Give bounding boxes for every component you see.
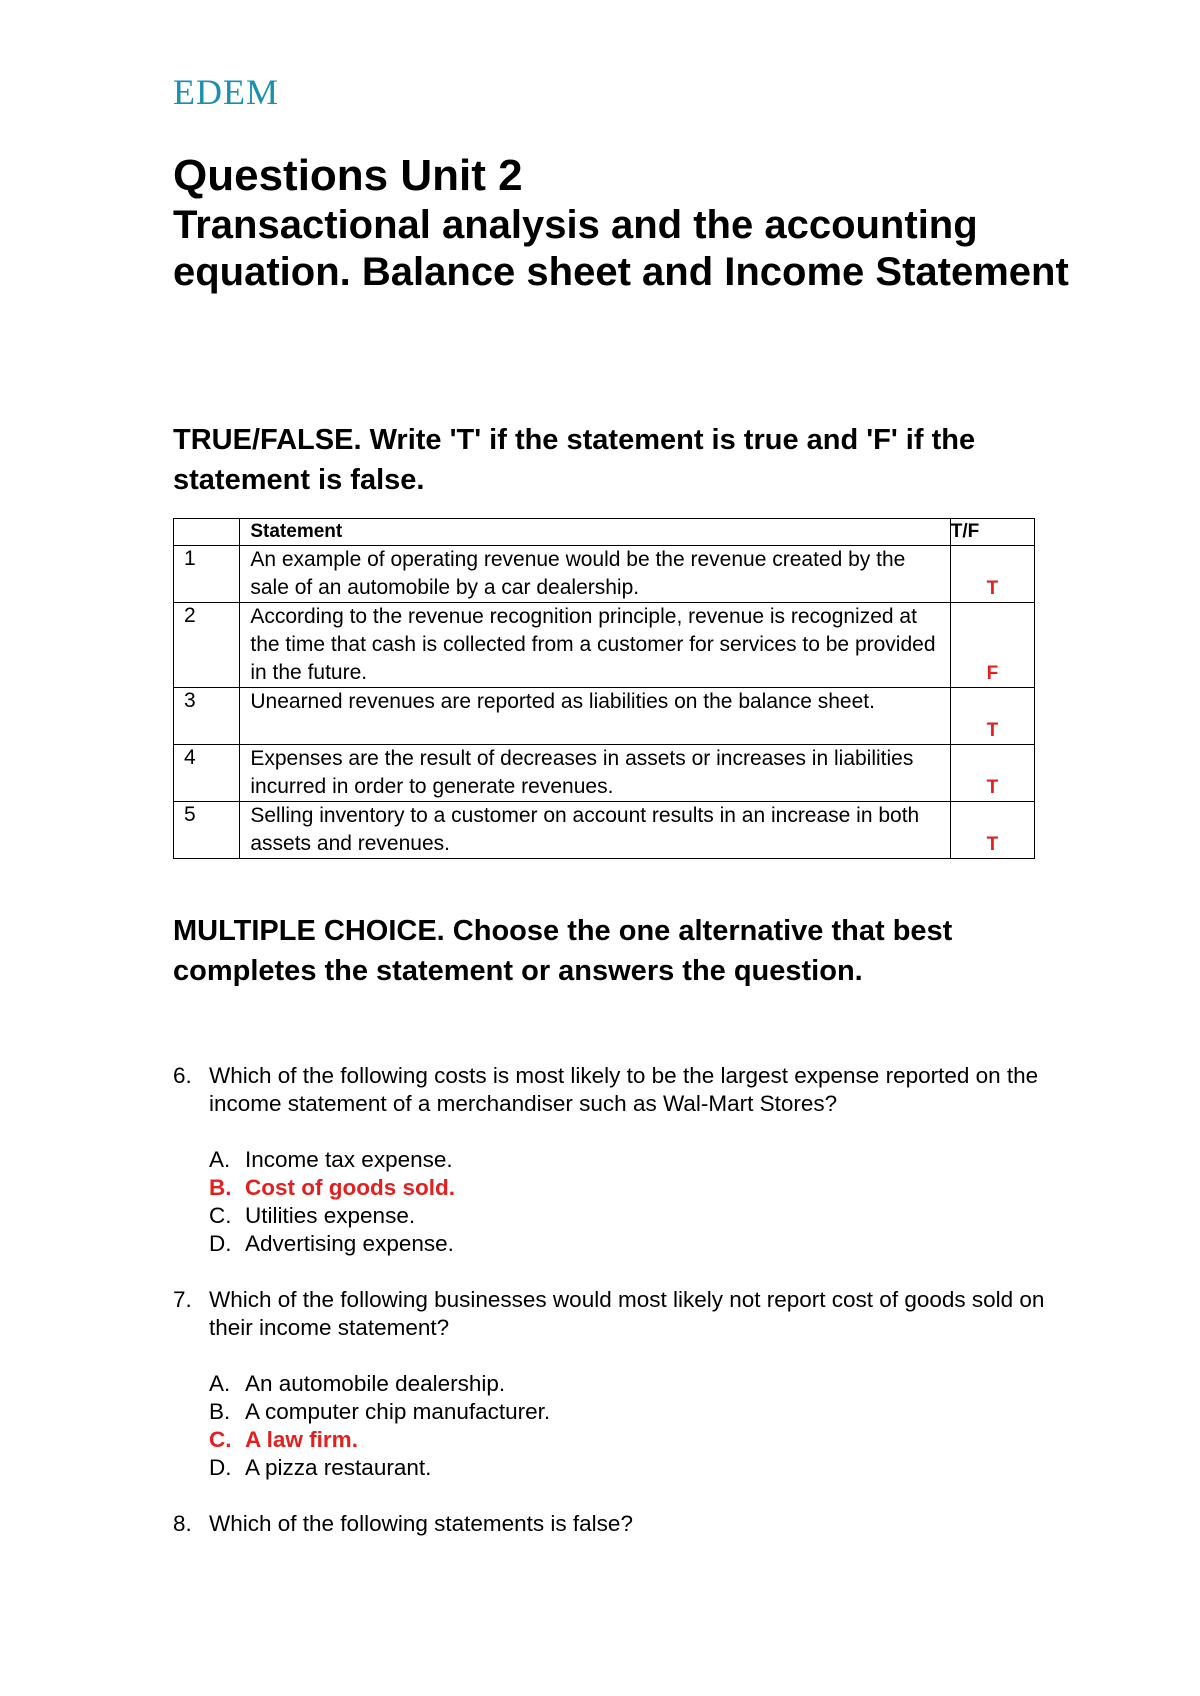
option-c	[209, 1202, 455, 1230]
question-text: Which of the following statements is false?	[209, 1511, 633, 1536]
option-b-correct	[209, 1174, 455, 1202]
row-number: 1	[174, 546, 240, 603]
option-text: A law firm.	[245, 1427, 358, 1452]
column-header-tf: T/F	[950, 519, 1034, 546]
table-row	[174, 688, 1035, 745]
row-statement: Expenses are the result of decreases in assets or increases in liabilities incurred in order to generate revenues.	[240, 745, 950, 802]
option-letter: B.	[209, 1175, 232, 1200]
question-7	[173, 1286, 1053, 1342]
table-row	[174, 802, 1035, 859]
true-false-table	[173, 518, 1035, 859]
option-c-correct	[209, 1426, 550, 1454]
option-text: Cost of goods sold.	[245, 1175, 455, 1200]
option-a	[209, 1146, 455, 1174]
option-letter: C.	[209, 1427, 232, 1452]
table-row	[174, 603, 1035, 688]
option-letter: D.	[209, 1231, 232, 1256]
column-header-number	[174, 519, 240, 546]
question-8	[173, 1510, 1053, 1538]
row-statement: Selling inventory to a customer on account results in an increase in both assets and revenues.	[240, 802, 950, 859]
row-number: 5	[174, 802, 240, 859]
option-a	[209, 1370, 550, 1398]
row-answer-cell	[950, 745, 1034, 802]
multiple-choice-heading: MULTIPLE CHOICE. Choose the one alternative that best completes the statement or answers the question.	[173, 915, 953, 987]
question-number: 7.	[173, 1287, 192, 1312]
page-subtitle: Transactional analysis and the accounting equation. Balance sheet and Income Statement	[173, 203, 1069, 294]
option-letter: A.	[209, 1147, 231, 1172]
option-b	[209, 1398, 550, 1426]
option-letter: B.	[209, 1399, 231, 1424]
question-6-options	[209, 1146, 455, 1258]
answer-text: T	[986, 777, 999, 798]
row-answer-cell	[950, 546, 1034, 603]
row-answer-cell	[950, 688, 1034, 745]
answer-text: T	[986, 834, 999, 855]
edem-logo: EDEM	[173, 72, 279, 112]
option-text: Income tax expense.	[245, 1147, 453, 1172]
option-d	[209, 1230, 455, 1258]
answer-text: T	[986, 720, 999, 741]
column-header-statement: Statement	[240, 519, 950, 546]
option-text: A computer chip manufacturer.	[245, 1399, 551, 1424]
page-title: Questions Unit 2	[173, 151, 523, 200]
row-number: 4	[174, 745, 240, 802]
row-answer-cell	[950, 603, 1034, 688]
option-letter: C.	[209, 1203, 232, 1228]
option-text: Advertising expense.	[245, 1231, 454, 1256]
row-answer-cell	[950, 802, 1034, 859]
question-6	[173, 1062, 1053, 1118]
option-letter: D.	[209, 1455, 232, 1480]
option-d	[209, 1454, 550, 1482]
table-row	[174, 745, 1035, 802]
question-number: 8.	[173, 1511, 192, 1536]
question-7-options	[209, 1370, 550, 1482]
option-text: Utilities expense.	[245, 1203, 416, 1228]
option-text: An automobile dealership.	[245, 1371, 506, 1396]
row-statement: An example of operating revenue would be the revenue created by the sale of an automobile by a car dealership.	[240, 546, 950, 603]
answer-text: T	[986, 578, 999, 599]
true-false-heading: TRUE/FALSE. Write 'T' if the statement is true and 'F' if the statement is false.	[173, 424, 976, 496]
row-number: 2	[174, 603, 240, 688]
question-text: Which of the following costs is most likely to be the largest expense reported on the income statement of a merchandiser such as Wal-Mart Stores?	[209, 1063, 1039, 1116]
option-text: A pizza restaurant.	[245, 1455, 432, 1480]
option-letter: A.	[209, 1371, 231, 1396]
table-row	[174, 546, 1035, 603]
answer-text: F	[986, 663, 999, 684]
row-statement: According to the revenue recognition principle, revenue is recognized at the time that cash is collected from a customer for services to be provided in the future.	[240, 603, 950, 688]
row-statement: Unearned revenues are reported as liabilities on the balance sheet.	[240, 688, 950, 745]
question-text: Which of the following businesses would most likely not report cost of goods sold on their income statement?	[209, 1287, 1045, 1340]
question-number: 6.	[173, 1063, 192, 1088]
row-number: 3	[174, 688, 240, 745]
table-header-row	[174, 519, 1035, 546]
